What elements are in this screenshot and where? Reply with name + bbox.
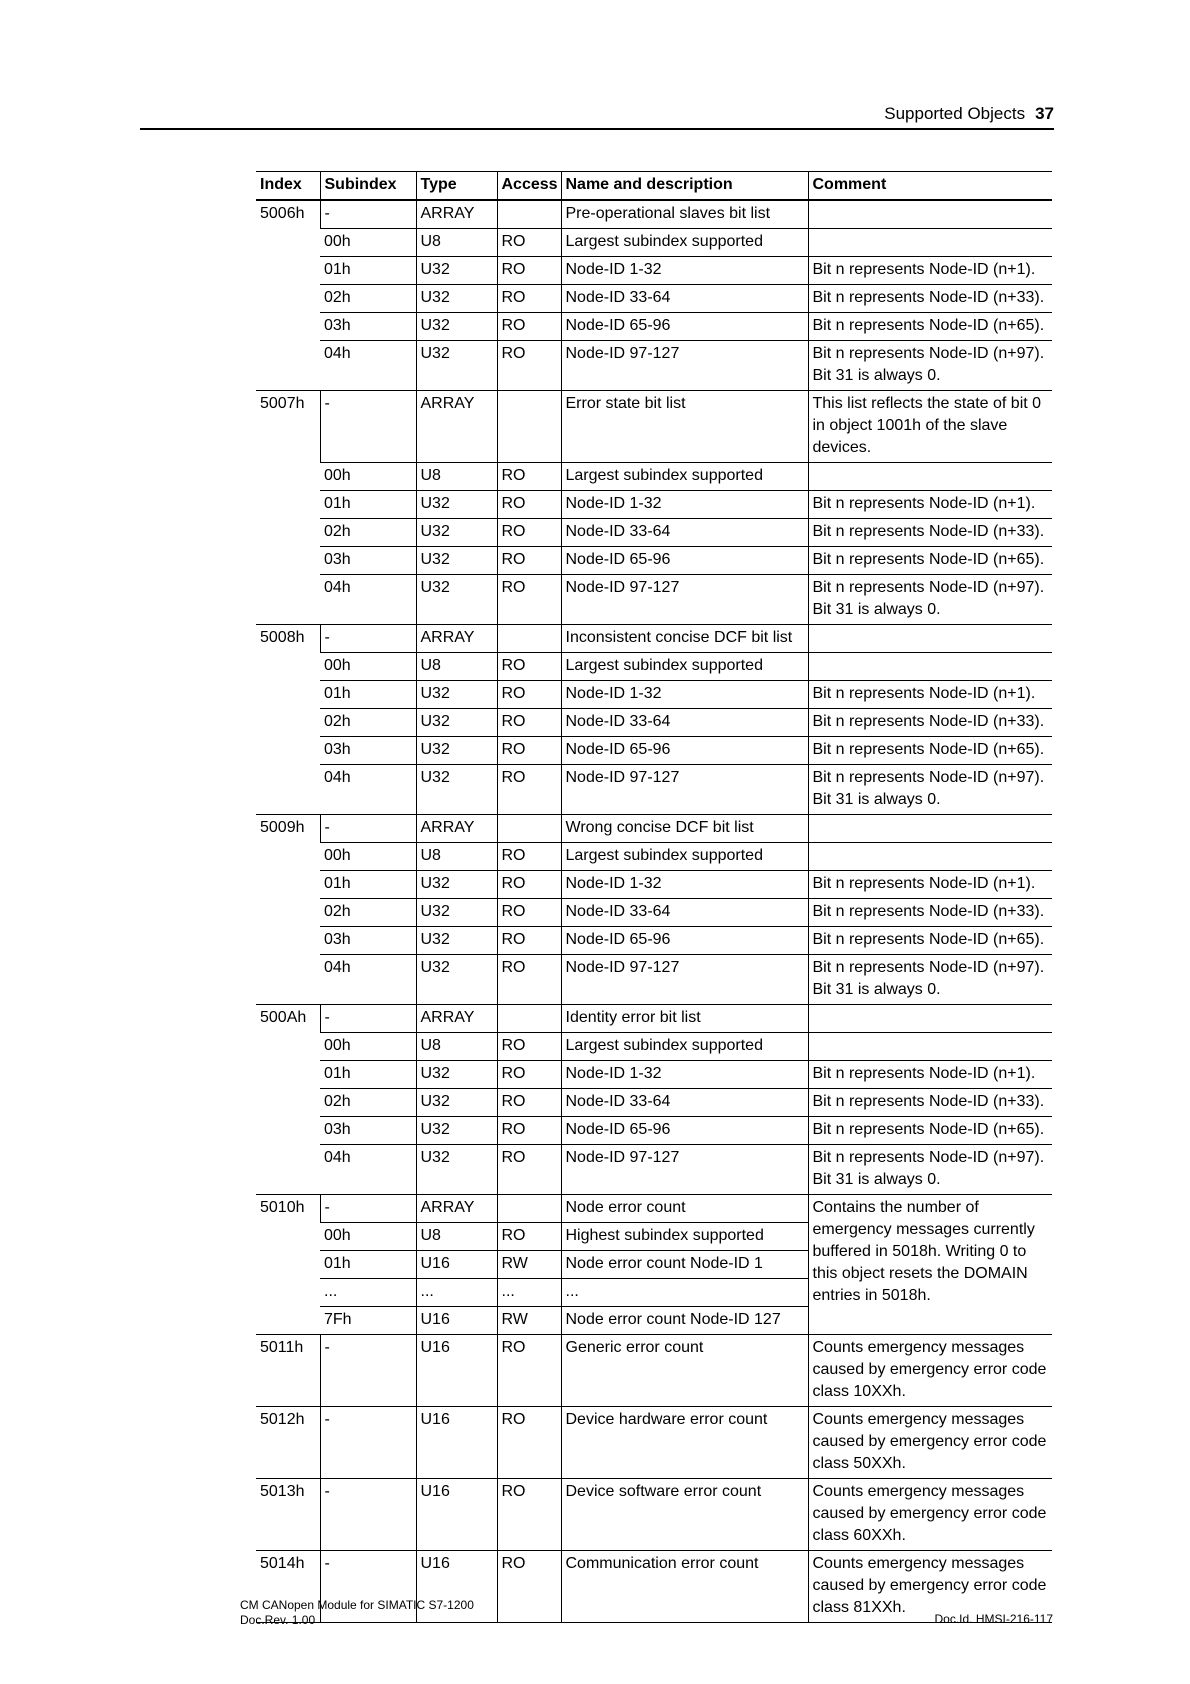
name-cell: Device hardware error count [561,1407,808,1479]
access-cell [497,1005,561,1033]
subindex-cell: 03h [320,313,416,341]
access-cell: RO [497,653,561,681]
header-title: Supported Objects [884,104,1026,123]
access-cell: RO [497,285,561,313]
name-cell: Identity error bit list [561,1005,808,1033]
subindex-cell: 02h [320,899,416,927]
comment-cell: Counts emergency messages caused by emergency error code class 10XXh. [808,1335,1052,1407]
type-cell: U32 [416,547,497,575]
name-cell: Node-ID 33-64 [561,709,808,737]
comment-cell: Counts emergency messages caused by emergency error code class 50XXh. [808,1407,1052,1479]
type-cell: ARRAY [416,1005,497,1033]
type-cell: ARRAY [416,391,497,463]
access-cell: RO [497,519,561,547]
access-cell: RO [497,709,561,737]
comment-cell: Bit n represents Node-ID (n+1). [808,681,1052,709]
access-cell: RO [497,1033,561,1061]
type-cell: ARRAY [416,815,497,843]
table-row [256,519,1052,547]
table-row [256,927,1052,955]
col-header-access: Access [497,172,561,201]
type-cell: ARRAY [416,625,497,653]
table-header-row [256,172,1052,201]
table-row [256,341,1052,391]
subindex-cell: 04h [320,955,416,1005]
subindex-cell: 7Fh [320,1307,416,1335]
type-cell: U8 [416,1033,497,1061]
subindex-cell: - [320,1479,416,1551]
access-cell [497,625,561,653]
access-cell: ... [497,1279,561,1307]
name-cell: Largest subindex supported [561,229,808,257]
comment-cell: Bit n represents Node-ID (n+65). [808,547,1052,575]
type-cell: ARRAY [416,200,497,229]
subindex-cell: - [320,1335,416,1407]
access-cell: RO [497,927,561,955]
access-cell: RO [497,1089,561,1117]
comment-cell [808,1033,1052,1061]
table-row [256,547,1052,575]
name-cell: Inconsistent concise DCF bit list [561,625,808,653]
subindex-cell: 00h [320,1223,416,1251]
comment-cell: Bit n represents Node-ID (n+65). [808,313,1052,341]
object-index: 500Ah [256,1005,320,1195]
comment-cell: Contains the number of emergency messages currently buffered in 5018h. Writing 0 to this object resets the DOMAIN entries in 5018h. [808,1195,1052,1335]
name-cell: Largest subindex supported [561,463,808,491]
name-cell: Node error count Node-ID 127 [561,1307,808,1335]
table-row [256,1005,1052,1033]
comment-cell: Bit n represents Node-ID (n+65). [808,927,1052,955]
subindex-cell: 00h [320,653,416,681]
comment-cell [808,229,1052,257]
table-row [256,1089,1052,1117]
access-cell: RO [497,491,561,519]
name-cell: Node-ID 97-127 [561,955,808,1005]
subindex-cell: - [320,1551,416,1623]
access-cell [497,1195,561,1223]
subindex-cell: 01h [320,1061,416,1089]
comment-cell: Bit n represents Node-ID (n+33). [808,1089,1052,1117]
name-cell: Device software error count [561,1479,808,1551]
name-cell: Error state bit list [561,391,808,463]
type-cell: U16 [416,1407,497,1479]
comment-cell: Bit n represents Node-ID (n+97). Bit 31 is always 0. [808,1145,1052,1195]
subindex-cell: 03h [320,737,416,765]
type-cell: U32 [416,575,497,625]
access-cell: RO [497,575,561,625]
type-cell: U32 [416,491,497,519]
comment-cell: Bit n represents Node-ID (n+33). [808,519,1052,547]
name-cell: Largest subindex supported [561,843,808,871]
table-row [256,1335,1052,1407]
table-row [256,1033,1052,1061]
access-cell: RO [497,955,561,1005]
type-cell: U32 [416,285,497,313]
table-row [256,575,1052,625]
col-header-name: Name and description [561,172,808,201]
page-number: 37 [1035,104,1054,123]
table-row [256,391,1052,463]
table-row [256,625,1052,653]
object-index: 5013h [256,1479,320,1551]
col-header-subindex: Subindex [320,172,416,201]
subindex-cell: 04h [320,765,416,815]
access-cell [497,200,561,229]
comment-cell: Counts emergency messages caused by emergency error code class 81XXh. [808,1551,1052,1623]
table-row [256,681,1052,709]
name-cell: Largest subindex supported [561,1033,808,1061]
object-index: 5008h [256,625,320,815]
type-cell: U16 [416,1551,497,1623]
access-cell [497,815,561,843]
type-cell: U32 [416,899,497,927]
footer-doc-id: Doc.Id. HMSI-216-117 [934,1612,1053,1626]
access-cell: RO [497,1145,561,1195]
access-cell: RO [497,257,561,285]
type-cell: U32 [416,765,497,815]
name-cell: Node error count [561,1195,808,1223]
subindex-cell: - [320,1407,416,1479]
access-cell: RO [497,229,561,257]
type-cell: U8 [416,1223,497,1251]
name-cell: Node-ID 1-32 [561,871,808,899]
object-index: 5007h [256,391,320,625]
name-cell: Node-ID 1-32 [561,491,808,519]
access-cell: RO [497,1223,561,1251]
comment-cell: Bit n represents Node-ID (n+65). [808,737,1052,765]
comment-cell: Bit n represents Node-ID (n+33). [808,709,1052,737]
comment-cell: Bit n represents Node-ID (n+65). [808,1117,1052,1145]
subindex-cell: 02h [320,519,416,547]
subindex-cell: ... [320,1279,416,1307]
name-cell: Node-ID 65-96 [561,737,808,765]
subindex-cell: 00h [320,463,416,491]
comment-cell: Counts emergency messages caused by emergency error code class 60XXh. [808,1479,1052,1551]
object-index: 5010h [256,1195,320,1335]
object-index: 5009h [256,815,320,1005]
object-index: 5014h [256,1551,320,1623]
subindex-cell: - [320,391,416,463]
name-cell: Node-ID 65-96 [561,927,808,955]
type-cell: U32 [416,709,497,737]
type-cell: U8 [416,229,497,257]
table-row [256,899,1052,927]
name-cell: Node-ID 33-64 [561,899,808,927]
comment-cell [808,200,1052,229]
name-cell: Node-ID 97-127 [561,575,808,625]
name-cell: Node-ID 97-127 [561,765,808,815]
subindex-cell: 03h [320,1117,416,1145]
name-cell: Largest subindex supported [561,653,808,681]
subindex-cell: 00h [320,229,416,257]
table-row [256,709,1052,737]
table-row [256,871,1052,899]
table-body [256,200,1052,1623]
access-cell: RO [497,843,561,871]
access-cell: RO [497,899,561,927]
table-row [256,491,1052,519]
footer-left [240,1598,474,1628]
name-cell: Node-ID 33-64 [561,285,808,313]
table-row [256,765,1052,815]
subindex-cell: 01h [320,491,416,519]
access-cell: RO [497,1117,561,1145]
name-cell: Node-ID 33-64 [561,1089,808,1117]
object-index: 5012h [256,1407,320,1479]
table-row [256,737,1052,765]
footer-product: CM CANopen Module for SIMATIC S7-1200 [240,1598,474,1612]
subindex-cell: 04h [320,341,416,391]
access-cell: RO [497,547,561,575]
table-row [256,200,1052,229]
type-cell: U32 [416,1061,497,1089]
table-row [256,285,1052,313]
type-cell: U32 [416,1117,497,1145]
object-index: 5006h [256,200,320,391]
name-cell: Pre-operational slaves bit list [561,200,808,229]
name-cell: Generic error count [561,1335,808,1407]
comment-cell [808,815,1052,843]
name-cell: Node-ID 97-127 [561,1145,808,1195]
access-cell: RO [497,341,561,391]
page-header [140,100,1054,130]
table-row [256,815,1052,843]
access-cell [497,391,561,463]
access-cell: RO [497,737,561,765]
type-cell: U16 [416,1335,497,1407]
type-cell: U16 [416,1307,497,1335]
type-cell: U32 [416,313,497,341]
table-row [256,1117,1052,1145]
subindex-cell: - [320,1195,416,1223]
comment-cell [808,463,1052,491]
table-row [256,955,1052,1005]
table-row [256,1145,1052,1195]
table-row [256,1195,1052,1223]
subindex-cell: - [320,1005,416,1033]
type-cell: U16 [416,1479,497,1551]
name-cell: Communication error count [561,1551,808,1623]
type-cell: U32 [416,341,497,391]
name-cell: Node-ID 97-127 [561,341,808,391]
type-cell: U32 [416,519,497,547]
subindex-cell: 02h [320,285,416,313]
table-row [256,843,1052,871]
name-cell: Node-ID 65-96 [561,1117,808,1145]
table-row [256,229,1052,257]
access-cell: RO [497,681,561,709]
access-cell: RW [497,1251,561,1279]
col-header-type: Type [416,172,497,201]
header-title-block [884,104,1054,124]
comment-cell: Bit n represents Node-ID (n+33). [808,899,1052,927]
table-row [256,653,1052,681]
table-row [256,1061,1052,1089]
table-row [256,463,1052,491]
table-row [256,257,1052,285]
footer-revision: Doc.Rev. 1.00 [240,1613,316,1627]
type-cell: ... [416,1279,497,1307]
subindex-cell: 04h [320,575,416,625]
name-cell: Node-ID 1-32 [561,1061,808,1089]
subindex-cell: 01h [320,871,416,899]
comment-cell: Bit n represents Node-ID (n+1). [808,257,1052,285]
subindex-cell: 03h [320,547,416,575]
name-cell: Wrong concise DCF bit list [561,815,808,843]
access-cell: RO [497,1551,561,1623]
name-cell: Node-ID 33-64 [561,519,808,547]
access-cell: RO [497,765,561,815]
subindex-cell: 02h [320,1089,416,1117]
type-cell: ARRAY [416,1195,497,1223]
type-cell: U32 [416,1089,497,1117]
type-cell: U32 [416,737,497,765]
type-cell: U8 [416,843,497,871]
name-cell: ... [561,1279,808,1307]
comment-cell: Bit n represents Node-ID (n+1). [808,871,1052,899]
comment-cell [808,653,1052,681]
subindex-cell: - [320,815,416,843]
type-cell: U32 [416,955,497,1005]
comment-cell [808,1005,1052,1033]
type-cell: U16 [416,1251,497,1279]
comment-cell: This list reflects the state of bit 0 in object 1001h of the slave devices. [808,391,1052,463]
comment-cell: Bit n represents Node-ID (n+97). Bit 31 is always 0. [808,765,1052,815]
subindex-cell: - [320,200,416,229]
col-header-comment: Comment [808,172,1052,201]
access-cell: RO [497,871,561,899]
name-cell: Highest subindex supported [561,1223,808,1251]
comment-cell: Bit n represents Node-ID (n+97). Bit 31 is always 0. [808,341,1052,391]
table-row [256,313,1052,341]
access-cell: RO [497,313,561,341]
comment-cell: Bit n represents Node-ID (n+1). [808,1061,1052,1089]
col-header-index: Index [256,172,320,201]
table-row [256,1479,1052,1551]
subindex-cell: 00h [320,843,416,871]
access-cell: RO [497,1479,561,1551]
type-cell: U32 [416,1145,497,1195]
name-cell: Node-ID 65-96 [561,547,808,575]
table-row [256,1407,1052,1479]
comment-cell: Bit n represents Node-ID (n+97). Bit 31 is always 0. [808,955,1052,1005]
access-cell: RO [497,1061,561,1089]
type-cell: U32 [416,871,497,899]
subindex-cell: 02h [320,709,416,737]
subindex-cell: 04h [320,1145,416,1195]
subindex-cell: 00h [320,1033,416,1061]
name-cell: Node-ID 65-96 [561,313,808,341]
subindex-cell: 01h [320,681,416,709]
type-cell: U32 [416,257,497,285]
type-cell: U32 [416,681,497,709]
subindex-cell: 03h [320,927,416,955]
comment-cell: Bit n represents Node-ID (n+33). [808,285,1052,313]
name-cell: Node-ID 1-32 [561,681,808,709]
type-cell: U8 [416,653,497,681]
access-cell: RO [497,1335,561,1407]
comment-cell: Bit n represents Node-ID (n+1). [808,491,1052,519]
access-cell: RO [497,1407,561,1479]
object-index: 5011h [256,1335,320,1407]
type-cell: U8 [416,463,497,491]
type-cell: U32 [416,927,497,955]
subindex-cell: 01h [320,257,416,285]
name-cell: Node error count Node-ID 1 [561,1251,808,1279]
comment-cell [808,625,1052,653]
name-cell: Node-ID 1-32 [561,257,808,285]
subindex-cell: - [320,625,416,653]
access-cell: RO [497,463,561,491]
comment-cell: Bit n represents Node-ID (n+97). Bit 31 is always 0. [808,575,1052,625]
access-cell: RW [497,1307,561,1335]
object-table [256,171,1052,1623]
subindex-cell: 01h [320,1251,416,1279]
comment-cell [808,843,1052,871]
